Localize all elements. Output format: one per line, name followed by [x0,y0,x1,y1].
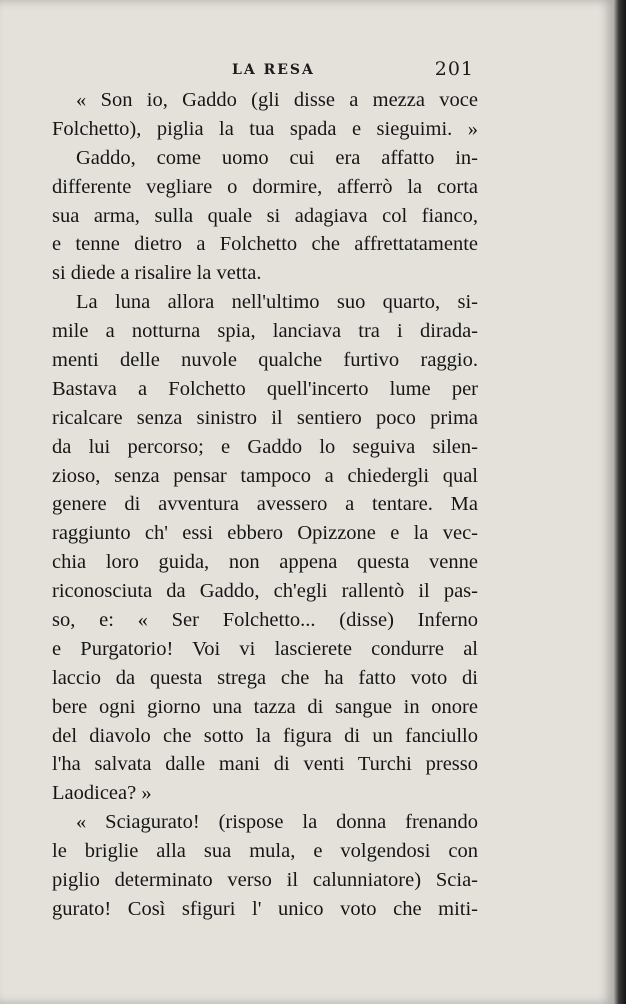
text-line: gurato! Così sfiguri l' unico voto che miti- [52,897,478,920]
running-title: LA RESA [232,62,315,78]
text-line: e tenne dietro a Folchetto che affrettatamente [52,233,478,256]
page-edge-shadow [614,0,626,1004]
text-line: differente vegliare o dormire, afferrò la corta [52,175,478,198]
text-line: bere ogni giorno una tazza di sangue in onore [52,695,478,718]
text-line: mile a notturna spia, lanciava tra i dirada- [52,320,478,343]
text-line: e Purgatorio! Voi vi lascierete condurre al [52,637,478,660]
text-line: menti delle nuvole qualche furtivo raggio. [52,349,478,372]
text-line: zioso, senza pensar tampoco a chiedergli qual [52,464,478,487]
text-line: piglio determinato verso il calunniatore) Scia- [52,869,478,892]
text-line: chia loro guida, non appena questa venne [52,551,478,574]
page-number: 201 [434,58,474,80]
text-line: so, e: « Ser Folchetto... (disse) Inferno [52,609,478,632]
text-line: Laodicea? » [52,782,152,805]
text-line: Folchetto), piglia la tua spada e sieguimi. » [52,117,478,140]
text-line: del diavolo che sotto la figura di un fanciullo [52,724,478,747]
text-line: laccio da questa strega che ha fatto voto di [52,666,478,689]
body-text [52,86,478,924]
text-line: genere di avventura avessero a tentare. Ma [52,493,478,516]
text-line: riconosciuta da Gaddo, ch'egli rallentò il pas- [52,580,478,603]
text-line: da lui percorso; e Gaddo lo seguiva silen- [52,435,478,458]
text-line: raggiunto ch' essi ebbero Opizzone e la vec- [52,522,478,545]
text-line: le briglie alla sua mula, e volgendosi con [52,840,478,863]
text-line: La luna allora nell'ultimo suo quarto, si- [76,291,478,314]
text-line: Bastava a Folchetto quell'incerto lume per [52,377,478,400]
page-header [52,58,474,88]
text-line: sua arma, sulla quale si adagiava col fianco, [52,204,478,227]
text-line: si diede a risalire la vetta. [52,262,262,285]
text-line: ricalcare senza sinistro il sentiero poco prima [52,406,478,429]
text-line: « Son io, Gaddo (gli disse a mezza voce [76,89,478,111]
text-line: l'ha salvata dalle mani di venti Turchi presso [52,753,478,776]
text-line: Gaddo, come uomo cui era affatto in- [76,146,478,169]
text-line: « Sciagurato! (rispose la donna frenando [76,811,478,834]
